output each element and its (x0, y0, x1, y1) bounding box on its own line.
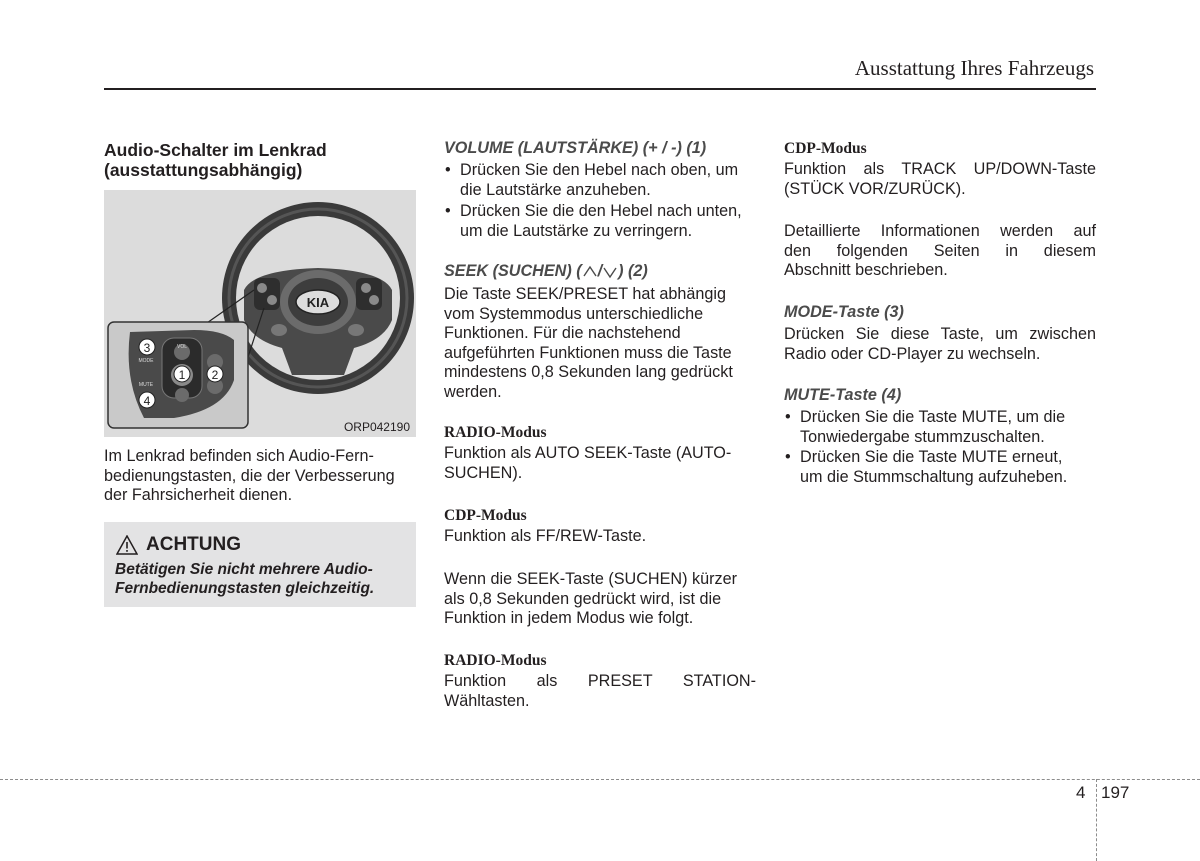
seek-line3: Funktionen. Für die nachstehend (444, 324, 681, 342)
callout-1: 1 (178, 368, 186, 382)
callout-4: 4 (143, 394, 151, 408)
figure-code: ORP042190 (343, 420, 410, 434)
chapter-number: 4 (1076, 783, 1086, 802)
seek-line2: vom Systemmodus unterschiedliche (444, 304, 704, 323)
radio1-line2: SUCHEN). (444, 463, 523, 482)
chevron-up-icon (582, 265, 598, 279)
kia-logo: KIA (306, 295, 330, 310)
short-line3: Funktion in jedem Modus wie folgt. (444, 609, 694, 627)
cdp-mode-text-1: Funktion als FF/REW-Taste. (444, 527, 647, 545)
intro-line1: Im Lenkrad befinden sich Audio-Fern- (104, 447, 374, 465)
seek-heading-b: / (597, 262, 603, 280)
mode-label: MODE (138, 358, 154, 364)
warning-box (104, 522, 416, 607)
volume-b1-line1: • Drücken Sie den Hebel nach oben, um (460, 161, 739, 179)
radio1-line1: Funktion als AUTO SEEK-Taste (AUTO- (444, 444, 732, 462)
warning-line1: Betätigen Sie nicht mehrere Audio- (115, 561, 373, 578)
seek-line5: mindestens 0,8 Sekunden lang gedrückt (444, 363, 733, 381)
mute-bullet-1 (784, 408, 1112, 447)
info-line2: den folgenden Seiten in diesem (784, 241, 1096, 260)
callout-3: 3 (143, 341, 151, 355)
mode-line2: Radio oder CD-Player zu wechseln. (784, 344, 1041, 363)
callout-2: 2 (211, 368, 219, 382)
mute-b2-line1: • Drücken Sie die Taste MUTE erneut, (800, 448, 1063, 466)
cdp2-line2: (STÜCK VOR/ZURÜCK). (784, 179, 966, 198)
volume-b1-line2: die Lautstärke anzuheben. (460, 180, 651, 199)
mute-b2-line2: um die Stummschaltung aufzuheben. (800, 467, 1068, 486)
radio-mode-heading-1: RADIO-Modus (444, 424, 547, 441)
intro-line2: bedienungstasten, die der Verbesserung (104, 466, 395, 485)
header-rule (104, 88, 1096, 90)
seek-line4: aufgeführten Funktionen muss die Taste (444, 343, 732, 362)
seek-heading (444, 262, 648, 282)
warning-title: ACHTUNG (146, 534, 241, 555)
seek-paragraph (444, 285, 756, 402)
short-press-paragraph (444, 570, 756, 629)
radio2-line1: Funktion als PRESET STATION- (444, 672, 756, 690)
short-line1: Wenn die SEEK-Taste (SUCHEN) kürzer (444, 570, 737, 588)
steering-wheel-figure (104, 190, 416, 437)
left-heading-line2: (ausstattungsabhängig) (104, 160, 303, 180)
volume-bullet-1 (444, 161, 772, 200)
mute-b1-line1: • Drücken Sie die Taste MUTE, um die (800, 408, 1066, 426)
mode-text (784, 325, 1096, 364)
left-heading-line1: Audio-Schalter im Lenkrad (104, 140, 327, 160)
radio-mode-text-2 (444, 672, 756, 711)
page-number: 197 (1101, 783, 1130, 802)
volume-b2-line1: • Drücken Sie die den Hebel nach unten, (460, 202, 742, 220)
radio-mode-heading-2: RADIO-Modus (444, 652, 547, 669)
seek-line1: Die Taste SEEK/PRESET hat abhängig (444, 285, 726, 303)
cdp-mode-heading-2: CDP-Modus (784, 140, 867, 157)
warning-triangle-icon (116, 535, 138, 555)
mode-heading: MODE-Taste (3) (784, 303, 904, 321)
footer-vertical-rule (1096, 779, 1097, 861)
page-header-title: Ausstattung Ihres Fahrzeugs (854, 56, 1094, 80)
chevron-down-icon (602, 265, 618, 279)
radio-mode-text-1 (444, 444, 756, 483)
vol-label: VOL (176, 344, 188, 350)
info-line3: Abschnitt beschrieben. (784, 261, 948, 279)
short-line2: als 0,8 Sekunden gedrückt wird, ist die (444, 589, 722, 608)
intro-line3: der Fahrsicherheit dienen. (104, 486, 293, 504)
mute-bullet-2 (784, 448, 1112, 487)
radio2-line2: Wähltasten. (444, 691, 530, 710)
seek-heading-a: SEEK (SUCHEN) ( (444, 262, 582, 280)
footer-dashed-rule (0, 779, 1200, 780)
steering-wheel-illustration (104, 190, 416, 437)
cdp2-line1: Funktion als TRACK UP/DOWN-Taste (784, 160, 1096, 178)
seek-heading-c: ) (2) (618, 262, 648, 280)
cdp-mode-text-2 (784, 160, 1096, 199)
intro-paragraph (104, 447, 416, 506)
info-line1: Detaillierte Informationen werden auf (784, 222, 1096, 240)
info-paragraph (784, 222, 1096, 281)
mute-heading: MUTE-Taste (4) (784, 386, 902, 404)
cdp-mode-heading-1: CDP-Modus (444, 507, 527, 524)
volume-b2-line2: um die Lautstärke zu verringern. (460, 221, 693, 240)
mute-b1-line2: Tonwiedergabe stummzuschalten. (800, 427, 1045, 446)
seek-line6: werden. (444, 382, 502, 401)
mode-line1: Drücken Sie diese Taste, um zwischen (784, 325, 1096, 343)
volume-bullet-2 (444, 202, 772, 241)
warning-line2: Fernbedienungstasten gleichzeitig. (115, 580, 375, 597)
volume-heading: VOLUME (LAUTSTÄRKE) (+ / -) (1) (444, 139, 707, 157)
mute-label: MUTE (138, 382, 154, 388)
